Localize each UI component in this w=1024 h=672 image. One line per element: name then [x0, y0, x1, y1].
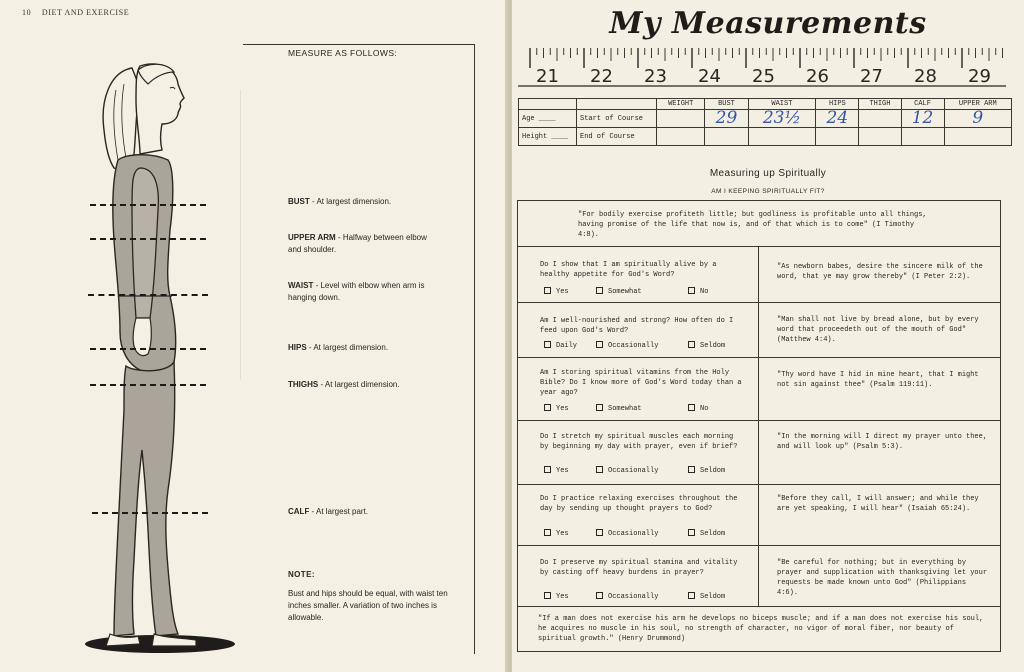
checkbox-icon[interactable]: [544, 466, 551, 473]
checkbox-icon[interactable]: [688, 287, 695, 294]
option-label: Seldom: [700, 593, 726, 601]
ruler-number: 25: [752, 66, 775, 87]
hips-dash-line: [90, 348, 206, 350]
checkbox-icon[interactable]: [596, 404, 603, 411]
end-upper-arm-cell[interactable]: [944, 128, 1011, 146]
option-2-c[interactable]: [688, 341, 725, 351]
measure-hips: [288, 342, 468, 354]
height-label-text: Height: [522, 132, 548, 141]
upper-arm-dash-line: [90, 238, 206, 240]
measure-thighs: [288, 379, 468, 391]
option-label: Yes: [556, 530, 569, 538]
option-label: Occasionally: [608, 530, 659, 538]
measurements-table: [518, 98, 1012, 146]
closing-quote: "If a man does not exercise his arm he develops no biceps muscle; and if a man does not exercise his soul, he acquires no muscle in his soul, no strength of character, no vigor of moral fiber, nor beauty of spiritual growth." (Henry Drummond): [538, 615, 984, 643]
section-title: Measuring up Spiritually: [709, 168, 827, 179]
tape-measure-ruler: [518, 48, 1006, 90]
ruler-number: 26: [806, 66, 829, 87]
measure-desc: - Halfway between elbow and shoulder.: [288, 233, 427, 254]
option-label: Yes: [556, 405, 569, 413]
measure-term: CALF: [288, 507, 310, 516]
waist-dash-line: [88, 294, 208, 296]
ruler-number: 29: [968, 66, 991, 87]
verse-3: "Thy word have I hid in mine heart, that I might not sin against thee" (Psalm 119:11).: [777, 371, 979, 389]
start-of-course-label: Start of Course: [577, 110, 657, 128]
header-blank: [577, 99, 657, 110]
verse-5: "Before they call, I will answer; and while they are yet speaking, I will hear" (Isaiah 65:24).: [777, 495, 979, 513]
option-label: Occasionally: [608, 467, 659, 475]
option-label: Yes: [556, 288, 569, 296]
header-bust: BUST: [705, 99, 748, 110]
end-waist-cell[interactable]: [748, 128, 816, 146]
height-label[interactable]: Height ____: [519, 128, 577, 146]
measure-desc: - At largest part.: [309, 507, 369, 516]
start-waist-cell[interactable]: 23½: [748, 110, 816, 128]
checkbox-icon[interactable]: [544, 592, 551, 599]
table-row: [519, 110, 1012, 128]
page-number: 10: [22, 8, 32, 17]
column-divider: [758, 246, 759, 606]
ruler-number: 24: [698, 66, 721, 87]
end-of-course-label: End of Course: [577, 128, 657, 146]
page-title: My Measurements: [609, 6, 927, 41]
measure-desc: - At largest dimension.: [306, 343, 389, 352]
row-divider: [517, 357, 1001, 358]
option-label: Yes: [556, 467, 569, 475]
measure-term: UPPER ARM: [288, 233, 336, 242]
question-2: Am I well-nourished and strong? How often do I feed upon God's Word?: [540, 317, 734, 335]
option-5-b[interactable]: [596, 529, 658, 539]
option-label: Yes: [556, 593, 569, 601]
measure-bust: [288, 196, 468, 208]
verse-6: "Be careful for nothing; but in everything by prayer and supplication with thanksgiving let your requests be made known unto God" (Philippians 4:6).: [777, 559, 988, 597]
measure-desc: - Level with elbow when arm is hanging down.: [288, 281, 425, 302]
checkbox-icon[interactable]: [596, 466, 603, 473]
left-page: [0, 0, 510, 672]
option-1-c[interactable]: [688, 287, 708, 297]
checkbox-icon[interactable]: [688, 404, 695, 411]
running-head-title: DIET AND EXERCISE: [41, 8, 130, 17]
option-label: Occasionally: [608, 593, 659, 601]
age-label-text: Age: [522, 114, 535, 123]
option-4-a[interactable]: [544, 466, 569, 476]
start-weight-cell[interactable]: [657, 110, 705, 128]
calf-dash-line: [92, 512, 208, 514]
header-thigh: THIGH: [859, 99, 901, 110]
checkbox-icon[interactable]: [596, 529, 603, 536]
start-calf-cell[interactable]: 12: [901, 110, 944, 128]
right-page: [512, 0, 1024, 672]
end-weight-cell[interactable]: [657, 128, 705, 146]
ruler-numbers: [536, 66, 991, 87]
ruler-number: 21: [536, 66, 559, 87]
start-hips-cell[interactable]: 24: [816, 110, 859, 128]
row-divider: [517, 606, 1001, 607]
option-label: No: [700, 288, 709, 296]
question-5: Do I practice relaxing exercises throughout the day by sending up thought prayers to God?: [540, 495, 738, 513]
end-calf-cell[interactable]: [901, 128, 944, 146]
frame-line-top: [243, 44, 475, 45]
header-upper-arm: UPPER ARM: [944, 99, 1011, 110]
woman-silhouette-figure: [70, 50, 250, 660]
thighs-dash-line: [90, 384, 206, 386]
option-6-c[interactable]: [688, 592, 725, 602]
option-1-b[interactable]: [596, 287, 642, 297]
measure-term: HIPS: [288, 343, 307, 352]
measure-term: THIGHS: [288, 380, 319, 389]
checkbox-icon[interactable]: [544, 341, 551, 348]
start-thigh-cell[interactable]: [859, 110, 901, 128]
option-label: Daily: [556, 342, 578, 350]
option-6-b[interactable]: [596, 592, 658, 602]
option-2-a[interactable]: [544, 341, 577, 351]
option-5-c[interactable]: [688, 529, 725, 539]
option-6-a[interactable]: [544, 592, 569, 602]
ruler-number: 27: [860, 66, 883, 87]
measure-term: BUST: [288, 197, 310, 206]
ruler-number: 28: [914, 66, 937, 87]
header-calf: CALF: [901, 99, 944, 110]
option-3-a[interactable]: [544, 404, 569, 414]
note-title: NOTE:: [288, 570, 315, 579]
end-hips-cell[interactable]: [816, 128, 859, 146]
age-label[interactable]: Age ____: [519, 110, 577, 128]
option-5-a[interactable]: [544, 529, 569, 539]
checkbox-icon[interactable]: [596, 341, 603, 348]
option-2-b[interactable]: [596, 341, 658, 351]
checkbox-icon[interactable]: [596, 287, 603, 294]
checkbox-icon[interactable]: [688, 592, 695, 599]
checkbox-icon[interactable]: [544, 404, 551, 411]
option-3-c[interactable]: [688, 404, 708, 414]
checkbox-icon[interactable]: [596, 592, 603, 599]
row-divider: [517, 545, 1001, 546]
row-divider: [517, 420, 1001, 421]
measure-upper-arm: [288, 232, 438, 256]
option-label: Seldom: [700, 342, 726, 350]
question-3: Am I storing spiritual vitamins from the Holy Bible? Do I know more of God's Word today than a year ago?: [540, 369, 742, 397]
option-label: Somewhat: [608, 288, 642, 296]
measure-calf: [288, 506, 468, 518]
option-1-a[interactable]: [544, 287, 569, 297]
end-thigh-cell[interactable]: [859, 128, 901, 146]
option-label: Seldom: [700, 530, 726, 538]
header-weight: WEIGHT: [657, 99, 705, 110]
measure-desc: - At largest dimension.: [309, 197, 392, 206]
verse-4: "In the morning will I direct my prayer unto thee, and will look up" (Psalm 5:3).: [777, 433, 988, 451]
option-4-c[interactable]: [688, 466, 725, 476]
measure-waist: [288, 280, 453, 304]
option-label: Seldom: [700, 467, 726, 475]
measure-title: MEASURE AS FOLLOWS:: [288, 48, 398, 58]
bust-dash-line: [90, 204, 206, 206]
end-bust-cell[interactable]: [705, 128, 748, 146]
header-blank: [519, 99, 577, 110]
question-4: Do I stretch my spiritual muscles each morning by beginning my day with prayer, even if brief?: [540, 433, 738, 451]
row-divider: [517, 246, 1001, 247]
question-6: Do I preserve my spiritual stamina and vitality by casting off heavy burdens in prayer?: [540, 559, 738, 577]
verse-2: "Man shall not live by bread alone, but by every word that proceedeth out of the mouth of God" (Matthew 4:4).: [777, 316, 979, 344]
note-text: Bust and hips should be equal, with waist ten inches smaller. A variation of two inches is allowable.: [288, 589, 448, 622]
measure-desc: - At largest dimension.: [318, 380, 400, 389]
ruler-number: 22: [590, 66, 613, 87]
row-divider: [517, 484, 1001, 485]
measure-term: WAIST: [288, 281, 314, 290]
option-label: No: [700, 405, 709, 413]
option-label: Somewhat: [608, 405, 642, 413]
start-bust-cell[interactable]: 29: [705, 110, 748, 128]
option-label: Occasionally: [608, 342, 659, 350]
header-hips: HIPS: [816, 99, 859, 110]
start-upper-arm-cell[interactable]: 9: [944, 110, 1011, 128]
checkbox-icon[interactable]: [544, 287, 551, 294]
section-subtitle: AM I KEEPING SPIRITUALLY FIT?: [711, 188, 825, 195]
option-4-b[interactable]: [596, 466, 658, 476]
checkbox-icon[interactable]: [688, 466, 695, 473]
running-head: [22, 8, 129, 17]
table-row: [519, 128, 1012, 146]
row-divider: [517, 302, 1001, 303]
checkbox-icon[interactable]: [688, 529, 695, 536]
checkbox-icon[interactable]: [688, 341, 695, 348]
checkbox-icon[interactable]: [544, 529, 551, 536]
header-waist: WAIST: [748, 99, 816, 110]
option-3-b[interactable]: [596, 404, 642, 414]
ruler-number: 23: [644, 66, 667, 87]
question-1: Do I show that I am spiritually alive by a healthy appetite for God's Word?: [540, 261, 717, 279]
verse-1: "As newborn babes, desire the sincere milk of the word, that ye may grow thereby" (I Peter 2:2).: [777, 263, 983, 281]
intro-verse: "For bodily exercise profiteth little; but godliness is profitable unto all things, having promise of the life that now is, and of that which is to come" (I Timothy 4:8).: [578, 211, 927, 239]
